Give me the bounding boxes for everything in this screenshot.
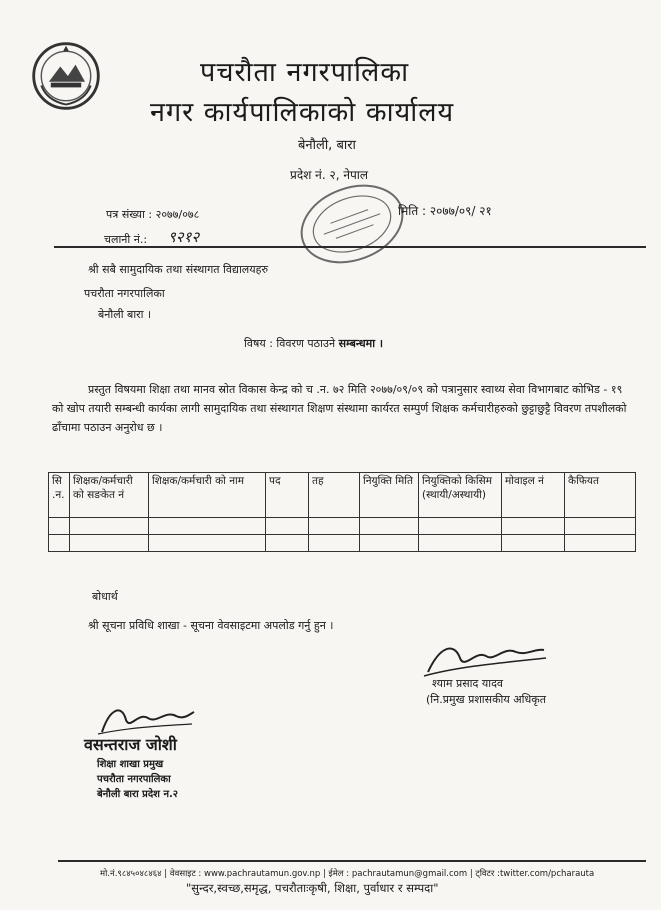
dispatch-number-value: ९२१२ [168, 228, 200, 246]
staff-detail-table [48, 472, 636, 552]
footer-motto: "सुन्दर,स्वच्छ,समृद्ध, पचरौताःकृषी, शिक्षा, पुर्वाधार र सम्पदा" [186, 881, 439, 895]
table-cell [149, 535, 266, 552]
recipient-line-2: पचरौता नगरपालिका [84, 287, 165, 300]
subject-label: विषय : विवरण पठाउने [244, 337, 336, 350]
signatory-right-title: (नि.प्रमुख प्रशासकीय अधिकृत [426, 693, 547, 706]
subject-line [244, 336, 383, 351]
cc-line: श्री सूचना प्रविधि शाखा - सूचना वेवसाइटमा अपलोड गर्नु हुन । [88, 619, 334, 632]
official-seal-stamp [292, 180, 412, 268]
office-title: पचरौता नगरपालिका [200, 57, 410, 88]
header-divider [54, 246, 646, 248]
office-location: बेनौली, बारा [298, 138, 356, 153]
letter-number: पत्र संख्या : २०७७/०७८ [106, 208, 200, 221]
table-cell [266, 518, 309, 535]
office-province: प्रदेश नं. २, नेपाल [290, 168, 369, 182]
table-cell [565, 518, 636, 535]
table-cell [502, 518, 565, 535]
table-cell [360, 518, 419, 535]
table-cell [502, 535, 565, 552]
signatory-left-line-2: पचरौता नगरपालिका [97, 774, 171, 785]
col-appointment-type: नियुक्तिको किसिम (स्थायी/अस्थायी) [419, 473, 502, 518]
table-cell [309, 535, 360, 552]
col-serial: सि .न. [49, 473, 70, 518]
table-cell [309, 518, 360, 535]
col-appointment-date: नियुक्ति मिति [360, 473, 419, 518]
col-level: तह [309, 473, 360, 518]
col-staff-name: शिक्षक/कर्मचारी को नाम [149, 473, 266, 518]
table-cell [70, 518, 149, 535]
signatory-left-name: वसन्तराज जोशी [84, 735, 177, 754]
body-paragraph: प्रस्तुत विषयमा शिक्षा तथा मानव स्रोत विकास केन्द्र को च .न. ७२ मिति २०७७/०९/०९ को पत्रानुसार स्वाथ्य सेवा विभागबाट कोभिड - १९ को खोप तयारी सम्बन्धी कार्यका लागी सामुदायिक तथा संस्थागत शिक्षण संस्थामा कार्यरत सम्पुर्ण शिक्षक कर्मचारीहरुको छुट्टाछुट्टै विवरण तपशीलको ढाँचामा पठाउन अनुरोध छ । [52, 383, 627, 434]
dispatch-number-label: चलानी नं.: [104, 233, 148, 246]
table-cell [266, 535, 309, 552]
col-staff-code: शिक्षक/कर्मचारी को सङकेत नं [70, 473, 149, 518]
cc-label: बोधार्थ [92, 590, 118, 603]
table-cell [149, 518, 266, 535]
recipient-line-3: बेनौली बारा । [98, 308, 152, 321]
letter-date: मिति : २०७७/०९/ २१ [398, 204, 492, 218]
col-remarks: कैफियत [565, 473, 636, 518]
footer-contact: मो.नं.९८४५०४८४६४ | वेवसाइट : www.pachrautamun.gov.np | ईमेल : pachrautamun@gmail.com | ट्विटर :twitter.com/pcharauta [100, 869, 595, 879]
signatory-left-line-3: बेनौली बारा प्रदेश न.२ [97, 789, 178, 800]
table-header-row [49, 473, 636, 518]
municipal-emblem-icon [28, 38, 104, 114]
table-cell [419, 535, 502, 552]
recipient-line-1: श्री सबै सामुदायिक तथा संस्थागत विद्यालयहरु [88, 263, 269, 276]
table-cell [360, 535, 419, 552]
col-post: पद [266, 473, 309, 518]
table-row [49, 535, 636, 552]
table-cell [70, 535, 149, 552]
table-cell [49, 535, 70, 552]
office-subtitle: नगर कार्यपालिकाको कार्यालय [150, 97, 455, 128]
table-cell [565, 535, 636, 552]
col-mobile: मोवाइल नं [502, 473, 565, 518]
signatory-right-name: श्याम प्रसाद यादव [432, 677, 504, 690]
table-row [49, 518, 636, 535]
table-cell [49, 518, 70, 535]
subject-emphasis: सम्बन्धमा । [338, 337, 384, 350]
table-cell [419, 518, 502, 535]
footer-divider [58, 860, 646, 862]
signature-right-icon [420, 636, 550, 680]
signatory-left-line-1: शिक्षा शाखा प्रमुख [97, 759, 164, 770]
